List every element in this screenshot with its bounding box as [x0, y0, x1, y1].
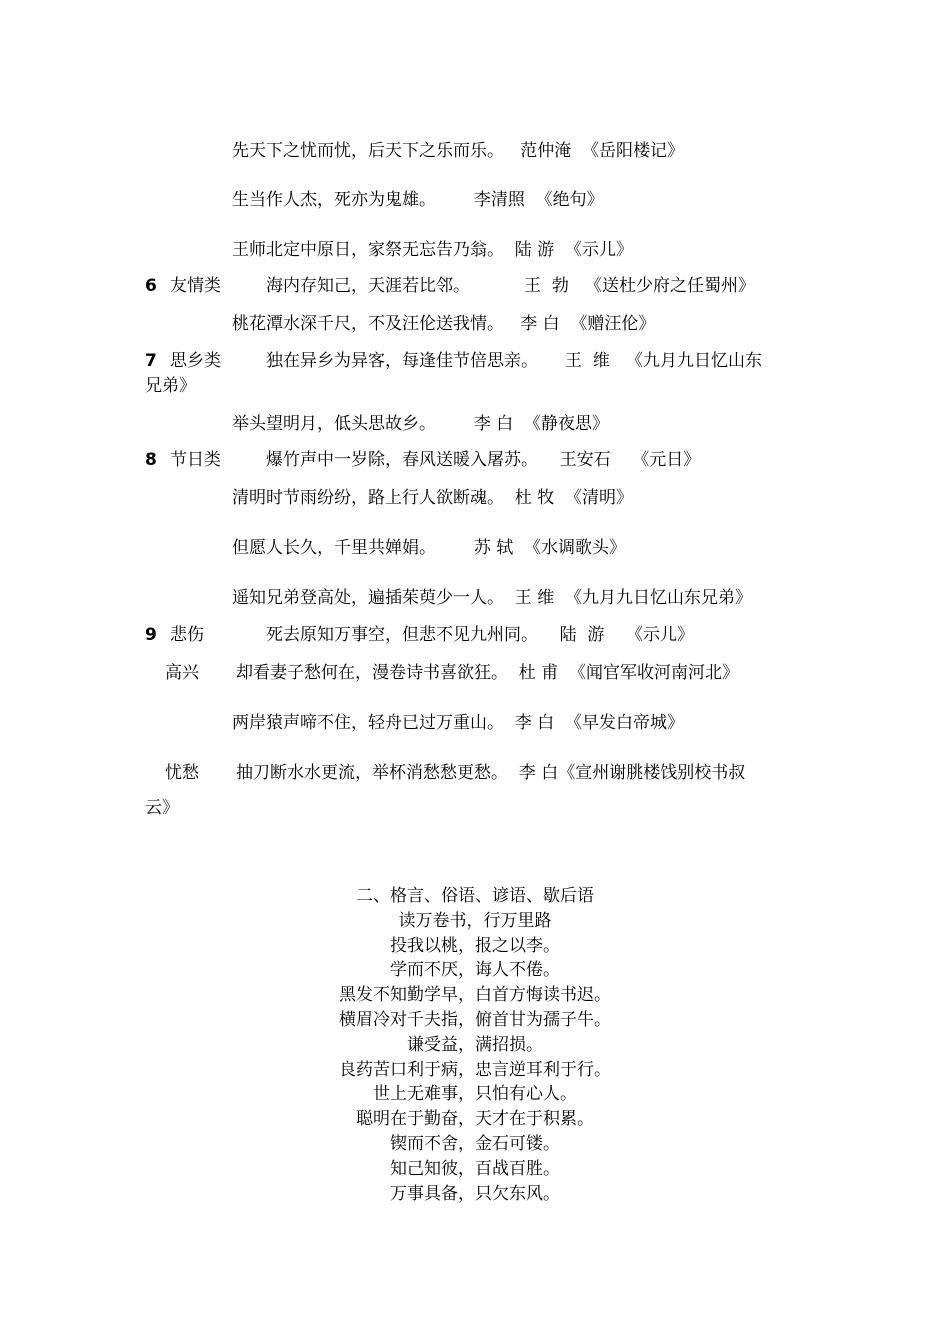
yousou-quote: 抽刀断水水更流，举杯消愁愁更愁。 李 白《宣州谢朓楼饯别校书叔 [236, 763, 746, 783]
category-9-label: 悲伤 [170, 625, 204, 645]
quote-line-du-mu-qingming: 清明时节雨纷纷，路上行人欲断魂。 杜 牧 《清明》 [232, 488, 634, 508]
proverb-line: 学而不厌，诲人不倦。 [390, 960, 560, 981]
category-6-number: 6 [145, 276, 157, 296]
proverb-line: 锲而不舍，金石可镂。 [390, 1133, 560, 1154]
category-7-label: 思乡类 [170, 351, 221, 371]
proverb-line: 知己知彼，百战百胜。 [390, 1158, 560, 1179]
gaoxing-label: 高兴 [165, 663, 199, 683]
quote-line-li-bai-baidi: 两岸猿声啼不住，轻舟已过万重山。 李 白 《早发白帝城》 [232, 713, 685, 733]
category-9-quote: 死去原知万事空，但悲不见九州同。 陆 游 《示儿》 [266, 625, 695, 645]
quote-line-su-shi: 但愿人长久，千里共婵娟。 苏 轼 《水调歌头》 [232, 538, 627, 558]
quote-line-li-bai-wanglun: 桃花潭水深千尺，不及汪伦送我情。 李 白 《赠汪伦》 [232, 314, 656, 334]
proverb-line: 横眉冷对千夫指，俯首甘为孺子牛。 [339, 1009, 611, 1030]
proverb-line: 谦受益，满招损。 [407, 1034, 543, 1055]
proverb-line: 读万卷书，行万里路 [398, 910, 552, 931]
proverb-line: 良药苦口利于病，忠言逆耳利于行。 [339, 1059, 611, 1080]
proverb-line: 万事具备，只欠东风。 [390, 1183, 560, 1204]
quote-line-wang-wei: 遥知兄弟登高处，遍插茱萸少一人。 王 维 《九月九日忆山东兄弟》 [232, 588, 753, 608]
quote-line-fan-zhongyan: 先天下之忧而忧，后天下之乐而乐。 范仲淹 《岳阳楼记》 [232, 141, 685, 161]
yousou-quote-continued: 云》 [145, 798, 179, 818]
category-9-number: 9 [145, 625, 157, 645]
category-7-quote-continued: 兄弟》 [145, 376, 196, 396]
proverbs-section [0, 884, 950, 1206]
proverb-line: 聪明在于勤奋，天才在于积累。 [356, 1109, 594, 1130]
proverb-line: 世上无难事，只怕有心人。 [373, 1084, 577, 1105]
proverb-line: 黑发不知勤学早，白首方悔读书迟。 [339, 985, 611, 1006]
gaoxing-quote: 却看妻子愁何在，漫卷诗书喜欲狂。 杜 甫 《闻官军收河南河北》 [236, 663, 740, 683]
quote-line-lu-you-shier: 王师北定中原日，家祭无忘告乃翁。 陆 游 《示儿》 [232, 240, 634, 260]
category-8-quote: 爆竹声中一岁除，春风送暖入屠苏。 王安石 《元日》 [266, 450, 701, 470]
category-6-quote: 海内存知己，天涯若比邻。 王 勃 《送杜少府之任蜀州》 [266, 276, 756, 296]
quote-line-li-qingzhao: 生当作人杰，死亦为鬼雄。 李清照 《绝句》 [232, 190, 604, 210]
yousou-label: 忧愁 [165, 763, 199, 783]
section-heading: 二、格言、俗语、谚语、歇后语 [356, 886, 594, 906]
category-7-number: 7 [145, 351, 157, 371]
proverb-line: 投我以桃，报之以李。 [390, 935, 560, 956]
category-8-label: 节日类 [170, 450, 221, 470]
category-7-quote: 独在异乡为异客，每逢佳节倍思亲。 王 维 《九月九日忆山东 [266, 351, 763, 371]
quote-line-li-bai-jingyesi: 举头望明月，低头思故乡。 李 白 《静夜思》 [232, 414, 610, 434]
category-8-number: 8 [145, 450, 157, 470]
category-6-label: 友情类 [170, 276, 221, 296]
